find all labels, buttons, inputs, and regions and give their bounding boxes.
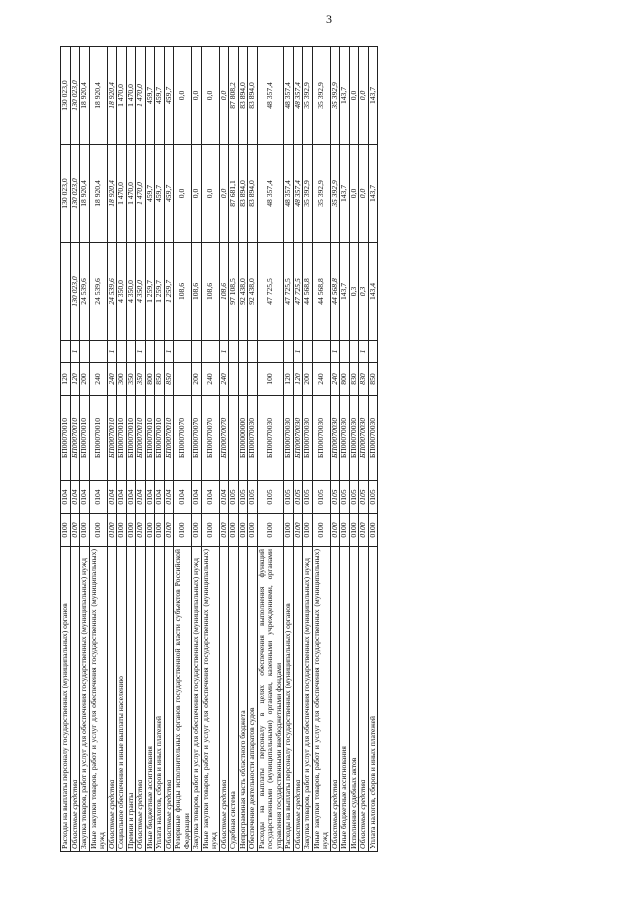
target-article-cell: БП00070070: [201, 396, 219, 481]
row-name-cell: Иные закупки товаров, работ и услуг для обеспечения государственных (муниципальных) нужд: [89, 547, 107, 852]
amount-year1-cell: 92 438,0: [238, 243, 248, 341]
subsection-code-cell: 0104: [107, 481, 117, 514]
target-article-cell: БП00070030: [284, 396, 294, 481]
amount-year2-cell: 87 681,1: [229, 145, 239, 243]
row-name-cell: Областные средства: [136, 547, 146, 852]
section-code-cell: 0100: [368, 514, 378, 547]
funding-mark-cell: [192, 341, 202, 363]
subsection-code-cell: 0105: [284, 481, 294, 514]
table-row: [155, 47, 165, 852]
expense-type-cell: 100: [257, 363, 284, 396]
subsection-code-cell: 0104: [174, 481, 192, 514]
amount-year1-cell: 108,6: [201, 243, 219, 341]
amount-year3-cell: 143,7: [340, 47, 350, 145]
table-row: [257, 47, 284, 852]
section-code-cell: 0100: [107, 514, 117, 547]
amount-year1-cell: 44 568,8: [330, 243, 340, 341]
amount-year1-cell: 24 539,6: [89, 243, 107, 341]
amount-year2-cell: 48 357,4: [284, 145, 294, 243]
funding-mark-cell: [145, 341, 155, 363]
target-article-cell: [229, 396, 239, 481]
section-code-cell: 0100: [330, 514, 340, 547]
subsection-code-cell: 0104: [117, 481, 127, 514]
amount-year1-cell: [61, 243, 71, 341]
table-row: [248, 47, 258, 852]
row-name-cell: Обеспечение деятельности аппаратов судов: [248, 547, 258, 852]
amount-year3-cell: 0,0: [219, 47, 229, 145]
section-code-cell: 0100: [359, 514, 369, 547]
amount-year3-cell: 1 470,0: [136, 47, 146, 145]
row-name-cell: Областные средства: [107, 547, 117, 852]
target-article-cell: БП00070030: [340, 396, 350, 481]
expense-type-cell: 240: [330, 363, 340, 396]
row-name-cell: Закупка товаров, работ и услуг для обеспечения государственных (муниципальных) нужд: [192, 547, 202, 852]
target-article-cell: БП00070030: [303, 396, 313, 481]
amount-year1-cell: 130 023,0: [70, 243, 80, 341]
section-code-cell: 0100: [340, 514, 350, 547]
row-name-cell: Социальное обеспечение и иные выплаты населению: [117, 547, 127, 852]
table-row: [229, 47, 239, 852]
expense-type-cell: 800: [145, 363, 155, 396]
amount-year2-cell: 0,0: [201, 145, 219, 243]
amount-year1-cell: 1 259,7: [164, 243, 174, 341]
section-code-cell: 0100: [89, 514, 107, 547]
table-row: [61, 47, 71, 852]
row-name-cell: Областные средства: [70, 547, 80, 852]
amount-year3-cell: 459,7: [164, 47, 174, 145]
amount-year3-cell: 18 920,4: [80, 47, 90, 145]
funding-mark-cell: [303, 341, 313, 363]
amount-year1-cell: 143,4: [368, 243, 378, 341]
expense-type-cell: 850: [164, 363, 174, 396]
amount-year1-cell: 97 108,5: [229, 243, 239, 341]
section-code-cell: 0100: [164, 514, 174, 547]
row-name-cell: Расходы на выплаты персоналу государственных (муниципальных) органов: [284, 547, 294, 852]
target-article-cell: БП00070010: [89, 396, 107, 481]
amount-year2-cell: 83 894,0: [248, 145, 258, 243]
funding-mark-cell: [174, 341, 192, 363]
table-row: [303, 47, 313, 852]
table-row: [80, 47, 90, 852]
target-article-cell: БП00070010: [70, 396, 80, 481]
section-code-cell: 0100: [174, 514, 192, 547]
amount-year1-cell: 0,3: [359, 243, 369, 341]
amount-year3-cell: 130 023,0: [61, 47, 71, 145]
section-code-cell: 0100: [70, 514, 80, 547]
amount-year3-cell: 87 808,2: [229, 47, 239, 145]
subsection-code-cell: 0104: [145, 481, 155, 514]
amount-year2-cell: 0,0: [359, 145, 369, 243]
row-name-cell: Областные средства: [164, 547, 174, 852]
amount-year3-cell: 48 357,4: [293, 47, 303, 145]
amount-year3-cell: 143,7: [368, 47, 378, 145]
expense-type-cell: 830: [359, 363, 369, 396]
subsection-code-cell: 0105: [238, 481, 248, 514]
funding-mark-cell: [61, 341, 71, 363]
subsection-code-cell: 0104: [70, 481, 80, 514]
amount-year1-cell: 108,6: [219, 243, 229, 341]
subsection-code-cell: 0105: [257, 481, 284, 514]
amount-year3-cell: 459,7: [145, 47, 155, 145]
amount-year1-cell: 143,7: [340, 243, 350, 341]
table-row: [312, 47, 330, 852]
amount-year3-cell: 0,0: [174, 47, 192, 145]
subsection-code-cell: 0104: [89, 481, 107, 514]
row-name-cell: Закупка товаров, работ и услуг для обеспечения государственных (муниципальных) нужд: [303, 547, 313, 852]
target-article-cell: БП00070010: [126, 396, 136, 481]
amount-year1-cell: 24 539,6: [107, 243, 117, 341]
amount-year3-cell: 35 392,9: [303, 47, 313, 145]
amount-year3-cell: 18 920,4: [107, 47, 117, 145]
amount-year3-cell: 0,0: [359, 47, 369, 145]
amount-year1-cell: 47 725,5: [257, 243, 284, 341]
row-name-cell: Судебная система: [229, 547, 239, 852]
amount-year2-cell: 0,0: [174, 145, 192, 243]
amount-year2-cell: 18 920,4: [89, 145, 107, 243]
subsection-code-cell: 0105: [312, 481, 330, 514]
expense-type-cell: 800: [340, 363, 350, 396]
table-row: [340, 47, 350, 852]
funding-mark-cell: 1: [219, 341, 229, 363]
section-code-cell: 0100: [145, 514, 155, 547]
amount-year1-cell: 4 350,0: [126, 243, 136, 341]
table-row: [368, 47, 378, 852]
target-article-cell: БП00070030: [248, 396, 258, 481]
section-code-cell: 0100: [80, 514, 90, 547]
funding-mark-cell: 1: [359, 341, 369, 363]
subsection-code-cell: 0104: [164, 481, 174, 514]
target-article-cell: БП00000000: [238, 396, 248, 481]
amount-year1-cell: 0,3: [349, 243, 359, 341]
budget-table: [60, 46, 378, 852]
amount-year3-cell: 1 470,0: [126, 47, 136, 145]
section-code-cell: 0100: [312, 514, 330, 547]
amount-year1-cell: 108,6: [174, 243, 192, 341]
expense-type-cell: 200: [303, 363, 313, 396]
amount-year1-cell: 44 568,8: [312, 243, 330, 341]
expense-type-cell: 120: [70, 363, 80, 396]
amount-year2-cell: 130 023,0: [61, 145, 71, 243]
subsection-code-cell: 0105: [293, 481, 303, 514]
amount-year3-cell: 459,7: [155, 47, 165, 145]
amount-year2-cell: 459,7: [155, 145, 165, 243]
row-name-cell: Уплата налогов, сборов и иных платежей: [155, 547, 165, 852]
target-article-cell: БП00070010: [164, 396, 174, 481]
subsection-code-cell: 0104: [126, 481, 136, 514]
target-article-cell: БП00070010: [117, 396, 127, 481]
amount-year3-cell: 83 894,0: [248, 47, 258, 145]
expense-type-cell: [248, 363, 258, 396]
amount-year2-cell: 0,0: [192, 145, 202, 243]
funding-mark-cell: [257, 341, 284, 363]
funding-mark-cell: 1: [70, 341, 80, 363]
amount-year1-cell: 4 350,0: [136, 243, 146, 341]
table-row: [201, 47, 219, 852]
expense-type-cell: 240: [201, 363, 219, 396]
amount-year1-cell: 47 725,5: [284, 243, 294, 341]
expense-type-cell: 850: [155, 363, 165, 396]
section-code-cell: 0100: [219, 514, 229, 547]
expense-type-cell: 120: [61, 363, 71, 396]
expense-type-cell: 350: [126, 363, 136, 396]
amount-year2-cell: 459,7: [145, 145, 155, 243]
expense-type-cell: 830: [349, 363, 359, 396]
section-code-cell: 0100: [192, 514, 202, 547]
subsection-code-cell: 0105: [303, 481, 313, 514]
subsection-code-cell: 0105: [248, 481, 258, 514]
funding-mark-cell: 1: [330, 341, 340, 363]
amount-year3-cell: 1 470,0: [117, 47, 127, 145]
row-name-cell: Расходы на выплаты персоналу в целях обеспечения выполнения функций государственными (муниципальными) органами, казенными учреждениями, органами управления государственными внебюджетными фондами: [257, 547, 284, 852]
amount-year1-cell: 24 539,6: [80, 243, 90, 341]
amount-year2-cell: 48 357,4: [293, 145, 303, 243]
section-code-cell: 0100: [117, 514, 127, 547]
amount-year3-cell: 0,0: [349, 47, 359, 145]
budget-table-body: [61, 47, 378, 852]
table-row: [192, 47, 202, 852]
expense-type-cell: 240: [107, 363, 117, 396]
subsection-code-cell: 0104: [61, 481, 71, 514]
expense-type-cell: 240: [89, 363, 107, 396]
funding-mark-cell: [284, 341, 294, 363]
amount-year3-cell: 48 357,4: [284, 47, 294, 145]
amount-year3-cell: 0,0: [201, 47, 219, 145]
funding-mark-cell: [229, 341, 239, 363]
amount-year1-cell: 92 438,0: [248, 243, 258, 341]
expense-type-cell: 120: [293, 363, 303, 396]
table-row: [136, 47, 146, 852]
subsection-code-cell: 0105: [368, 481, 378, 514]
expense-type-cell: 240: [219, 363, 229, 396]
target-article-cell: БП00070010: [145, 396, 155, 481]
row-name-cell: Иные бюджетные ассигнования: [340, 547, 350, 852]
expense-type-cell: [238, 363, 248, 396]
section-code-cell: 0100: [229, 514, 239, 547]
table-row: [174, 47, 192, 852]
expense-type-cell: 120: [284, 363, 294, 396]
table-row: [89, 47, 107, 852]
target-article-cell: БП00070030: [312, 396, 330, 481]
amount-year1-cell: 1 259,7: [145, 243, 155, 341]
page-number: 3: [326, 12, 332, 26]
expense-type-cell: [229, 363, 239, 396]
funding-mark-cell: [312, 341, 330, 363]
funding-mark-cell: [117, 341, 127, 363]
amount-year1-cell: 47 725,5: [293, 243, 303, 341]
row-name-cell: Уплата налогов, сборов и иных платежей: [368, 547, 378, 852]
amount-year1-cell: 4 350,0: [117, 243, 127, 341]
row-name-cell: Областные средства: [293, 547, 303, 852]
row-name-cell: Непрограммная часть областного бюджета: [238, 547, 248, 852]
row-name-cell: Исполнение судебных актов: [349, 547, 359, 852]
row-name-cell: Премии и гранты: [126, 547, 136, 852]
target-article-cell: БП00070010: [136, 396, 146, 481]
subsection-code-cell: 0105: [340, 481, 350, 514]
section-code-cell: 0100: [293, 514, 303, 547]
amount-year1-cell: 108,6: [192, 243, 202, 341]
amount-year2-cell: 18 920,4: [80, 145, 90, 243]
target-article-cell: БП00070070: [174, 396, 192, 481]
amount-year2-cell: 0,0: [349, 145, 359, 243]
row-name-cell: Резервные фонды исполнительных органов государственной власти субъектов Российской Федерации: [174, 547, 192, 852]
amount-year2-cell: 35 392,9: [330, 145, 340, 243]
funding-mark-cell: [248, 341, 258, 363]
amount-year3-cell: 0,0: [192, 47, 202, 145]
subsection-code-cell: 0104: [155, 481, 165, 514]
row-name-cell: Иные закупки товаров, работ и услуг для обеспечения государственных (муниципальных) нужд: [201, 547, 219, 852]
row-name-cell: Областные средства: [219, 547, 229, 852]
amount-year2-cell: 0,0: [219, 145, 229, 243]
section-code-cell: 0100: [238, 514, 248, 547]
subsection-code-cell: 0104: [201, 481, 219, 514]
amount-year2-cell: 130 023,0: [70, 145, 80, 243]
row-name-cell: Расходы на выплаты персоналу государственных (муниципальных) органов: [61, 547, 71, 852]
funding-mark-cell: 1: [293, 341, 303, 363]
amount-year3-cell: 35 392,9: [312, 47, 330, 145]
row-name-cell: Закупка товаров, работ и услуг для обеспечения государственных (муниципальных) нужд: [80, 547, 90, 852]
target-article-cell: БП00070030: [293, 396, 303, 481]
amount-year2-cell: 1 470,0: [126, 145, 136, 243]
funding-mark-cell: [238, 341, 248, 363]
row-name-cell: Иные бюджетные ассигнования: [145, 547, 155, 852]
subsection-code-cell: 0104: [192, 481, 202, 514]
table-row: [219, 47, 229, 852]
section-code-cell: 0100: [155, 514, 165, 547]
amount-year2-cell: 1 470,0: [136, 145, 146, 243]
amount-year3-cell: 83 894,0: [238, 47, 248, 145]
funding-mark-cell: [368, 341, 378, 363]
amount-year3-cell: 48 357,4: [257, 47, 284, 145]
funding-mark-cell: 1: [136, 341, 146, 363]
amount-year2-cell: 459,7: [164, 145, 174, 243]
expense-type-cell: 240: [312, 363, 330, 396]
funding-mark-cell: 1: [107, 341, 117, 363]
row-name-cell: Областные средства: [330, 547, 340, 852]
table-row: [359, 47, 369, 852]
funding-mark-cell: [80, 341, 90, 363]
subsection-code-cell: 0104: [136, 481, 146, 514]
expense-type-cell: 200: [192, 363, 202, 396]
amount-year2-cell: 1 470,0: [117, 145, 127, 243]
subsection-code-cell: 0105: [229, 481, 239, 514]
funding-mark-cell: [340, 341, 350, 363]
target-article-cell: БП00070010: [61, 396, 71, 481]
funding-mark-cell: 1: [164, 341, 174, 363]
amount-year3-cell: 18 920,4: [89, 47, 107, 145]
row-name-cell: Областные средства: [359, 547, 369, 852]
target-article-cell: БП00070070: [192, 396, 202, 481]
expense-type-cell: 200: [80, 363, 90, 396]
target-article-cell: БП00070030: [330, 396, 340, 481]
amount-year2-cell: 83 894,0: [238, 145, 248, 243]
expense-type-cell: [174, 363, 192, 396]
table-row: [284, 47, 294, 852]
amount-year2-cell: 35 392,9: [303, 145, 313, 243]
amount-year3-cell: 130 023,0: [70, 47, 80, 145]
rotated-table-container: [60, 47, 620, 852]
expense-type-cell: 850: [368, 363, 378, 396]
amount-year1-cell: 1 259,7: [155, 243, 165, 341]
amount-year2-cell: 143,7: [368, 145, 378, 243]
row-name-cell: Иные закупки товаров, работ и услуг для обеспечения государственных (муниципальных) нужд: [312, 547, 330, 852]
amount-year1-cell: 44 568,8: [303, 243, 313, 341]
target-article-cell: БП00070010: [155, 396, 165, 481]
subsection-code-cell: 0105: [330, 481, 340, 514]
amount-year3-cell: 35 392,9: [330, 47, 340, 145]
section-code-cell: 0100: [61, 514, 71, 547]
section-code-cell: 0100: [257, 514, 284, 547]
amount-year2-cell: 48 357,4: [257, 145, 284, 243]
section-code-cell: 0100: [349, 514, 359, 547]
section-code-cell: 0100: [248, 514, 258, 547]
target-article-cell: БП00070030: [359, 396, 369, 481]
amount-year2-cell: 143,7: [340, 145, 350, 243]
amount-year2-cell: 18 920,4: [107, 145, 117, 243]
expense-type-cell: 350: [136, 363, 146, 396]
subsection-code-cell: 0105: [349, 481, 359, 514]
subsection-code-cell: 0104: [80, 481, 90, 514]
subsection-code-cell: 0104: [219, 481, 229, 514]
section-code-cell: 0100: [136, 514, 146, 547]
subsection-code-cell: 0105: [359, 481, 369, 514]
expense-type-cell: 300: [117, 363, 127, 396]
section-code-cell: 0100: [284, 514, 294, 547]
section-code-cell: 0100: [201, 514, 219, 547]
target-article-cell: БП00070070: [219, 396, 229, 481]
funding-mark-cell: [201, 341, 219, 363]
section-code-cell: 0100: [126, 514, 136, 547]
section-code-cell: 0100: [303, 514, 313, 547]
target-article-cell: БП00070010: [107, 396, 117, 481]
target-article-cell: БП00070030: [257, 396, 284, 481]
table-row: [117, 47, 127, 852]
funding-mark-cell: [155, 341, 165, 363]
target-article-cell: БП00070030: [368, 396, 378, 481]
target-article-cell: БП00070030: [349, 396, 359, 481]
amount-year2-cell: 35 392,9: [312, 145, 330, 243]
target-article-cell: БП00070010: [80, 396, 90, 481]
funding-mark-cell: [89, 341, 107, 363]
